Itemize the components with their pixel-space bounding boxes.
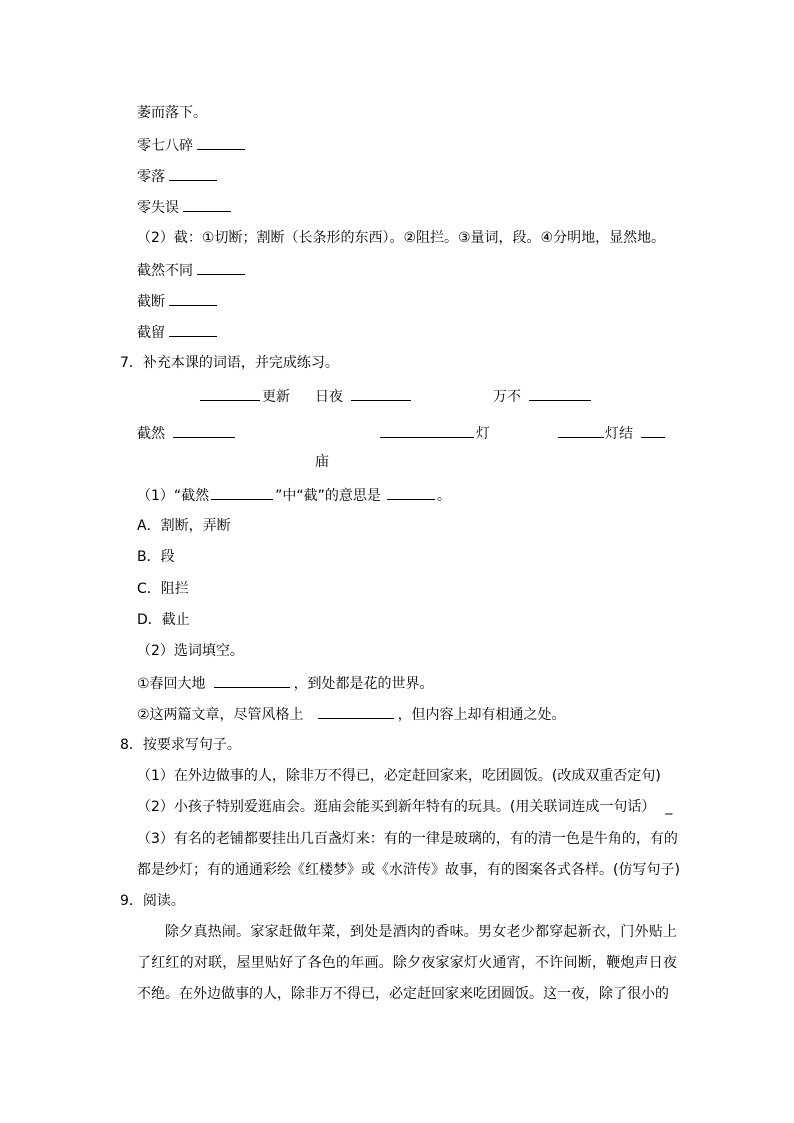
q7-fill-wanbu <box>493 386 595 406</box>
answer-blank[interactable] <box>173 423 235 438</box>
q7-fill-miao: 庙 <box>315 454 329 470</box>
answer-blank[interactable]: _ <box>665 799 673 815</box>
q8-sentence-2 <box>137 797 672 817</box>
sentence-text: ②这两篇文章，尽管风格上 <box>137 707 304 723</box>
q7-sub1-end: 。 <box>436 488 451 504</box>
q7-sentence-2 <box>137 704 566 724</box>
word-label: 零落 <box>137 169 165 185</box>
q7-option-d[interactable]: D．截止 <box>137 612 190 628</box>
q7-fill-riye <box>315 386 415 406</box>
answer-blank[interactable] <box>641 423 665 438</box>
q6-item-ling-1 <box>137 135 249 155</box>
answer-blank[interactable] <box>387 485 435 500</box>
q7-sub1-prefix: （1）“截然 <box>137 488 210 504</box>
answer-blank[interactable] <box>211 485 273 500</box>
word-label: 日夜 <box>315 389 343 405</box>
word-label: 零七八碎 <box>137 138 193 154</box>
q6-line-continuation: 萎而落下。 <box>137 105 207 121</box>
word-label: 截然不同 <box>137 263 193 279</box>
answer-blank[interactable] <box>183 197 231 212</box>
q6-item-ling-2 <box>137 166 221 186</box>
answer-blank[interactable] <box>214 673 290 688</box>
q7-title: 7．补充本课的词语，并完成练习。 <box>120 355 339 371</box>
q8-sentence-1: （1）在外边做事的人，除非万不得已，必定赶回家来，吃团圆饭。(改成双重否定句) <box>137 768 661 784</box>
q8-title: 8．按要求写句子。 <box>120 737 241 753</box>
word-label: 万不 <box>493 389 521 405</box>
q7-sub1 <box>137 485 451 505</box>
answer-blank[interactable] <box>200 386 260 401</box>
q8-sentence-3-line1: （3）有名的老铺都要挂出几百盏灯来：有的一律是玻璃的，有的清一色是牛角的，有的 <box>137 831 678 847</box>
word-label: 灯 <box>476 426 490 442</box>
word-label: 截然 <box>137 426 165 442</box>
answer-blank[interactable] <box>169 166 217 181</box>
answer-blank[interactable] <box>169 322 217 337</box>
q7-fill-deng <box>380 423 490 443</box>
answer-blank[interactable] <box>351 386 411 401</box>
q9-reading-passage: 除夕真热闹。家家赶做年菜，到处是酒肉的香味。男女老少都穿起新衣，门外贴上了红红的对联，屋里贴好了各色的年画。除夕夜家家灯火通宵，不许间断，鞭炮声日夜不绝。在外边做事的人，除非万不得已，必定赶回家来吃团圆饭。这一夜，除了很小的 <box>137 924 677 1002</box>
q6-item-jie-3 <box>137 322 221 342</box>
q7-option-c[interactable]: C．阻拦 <box>137 581 189 597</box>
word-label: 截留 <box>137 325 165 341</box>
word-label: 更新 <box>262 389 290 405</box>
sentence-text: （2）小孩子特别爱逛庙会。逛庙会能买到新年特有的玩具。(用关联词连成一句话） <box>137 799 656 815</box>
sentence-text: ①春回大地 <box>137 676 206 692</box>
answer-blank[interactable] <box>380 423 474 438</box>
word-label: 截断 <box>137 294 165 310</box>
q8-sentence-3-line2: 都是纱灯；有的通通彩绘《红楼梦》或《水浒传》故事，有的图案各式各样。(仿写句子) <box>137 862 680 878</box>
answer-blank[interactable] <box>197 260 245 275</box>
sentence-text: ，但内容上却有相通之处。 <box>397 707 566 723</box>
q7-sub2-title: （2）选词填空。 <box>137 643 244 659</box>
q6-sub2-definition: （2）截：①切断；割断（长条形的东西）。②阻拦。③量词，段。④分明地，显然地。 <box>137 230 666 246</box>
word-label: 灯结 <box>605 426 633 442</box>
q6-item-jie-2 <box>137 291 221 311</box>
answer-blank[interactable] <box>558 423 604 438</box>
q7-sub1-mid: ”中“截”的意思是 <box>275 488 381 504</box>
q7-fill-jieran <box>137 423 239 443</box>
q9-title: 9．阅读。 <box>120 893 185 909</box>
q7-fill-dengjie <box>558 423 669 443</box>
sentence-text: ，到处都是花的世界。 <box>293 676 434 692</box>
q7-fill-gengxin <box>200 386 290 406</box>
q6-item-ling-3 <box>137 197 235 217</box>
answer-blank[interactable] <box>529 386 591 401</box>
q7-option-a[interactable]: A．割断，弄断 <box>137 518 231 534</box>
q6-item-jie-1 <box>137 260 249 280</box>
answer-blank[interactable] <box>197 135 245 150</box>
q7-sentence-1 <box>137 673 434 693</box>
answer-blank[interactable] <box>318 704 394 719</box>
q7-option-b[interactable]: B．段 <box>137 549 175 565</box>
answer-blank[interactable] <box>169 291 217 306</box>
word-label: 零失误 <box>137 200 179 216</box>
